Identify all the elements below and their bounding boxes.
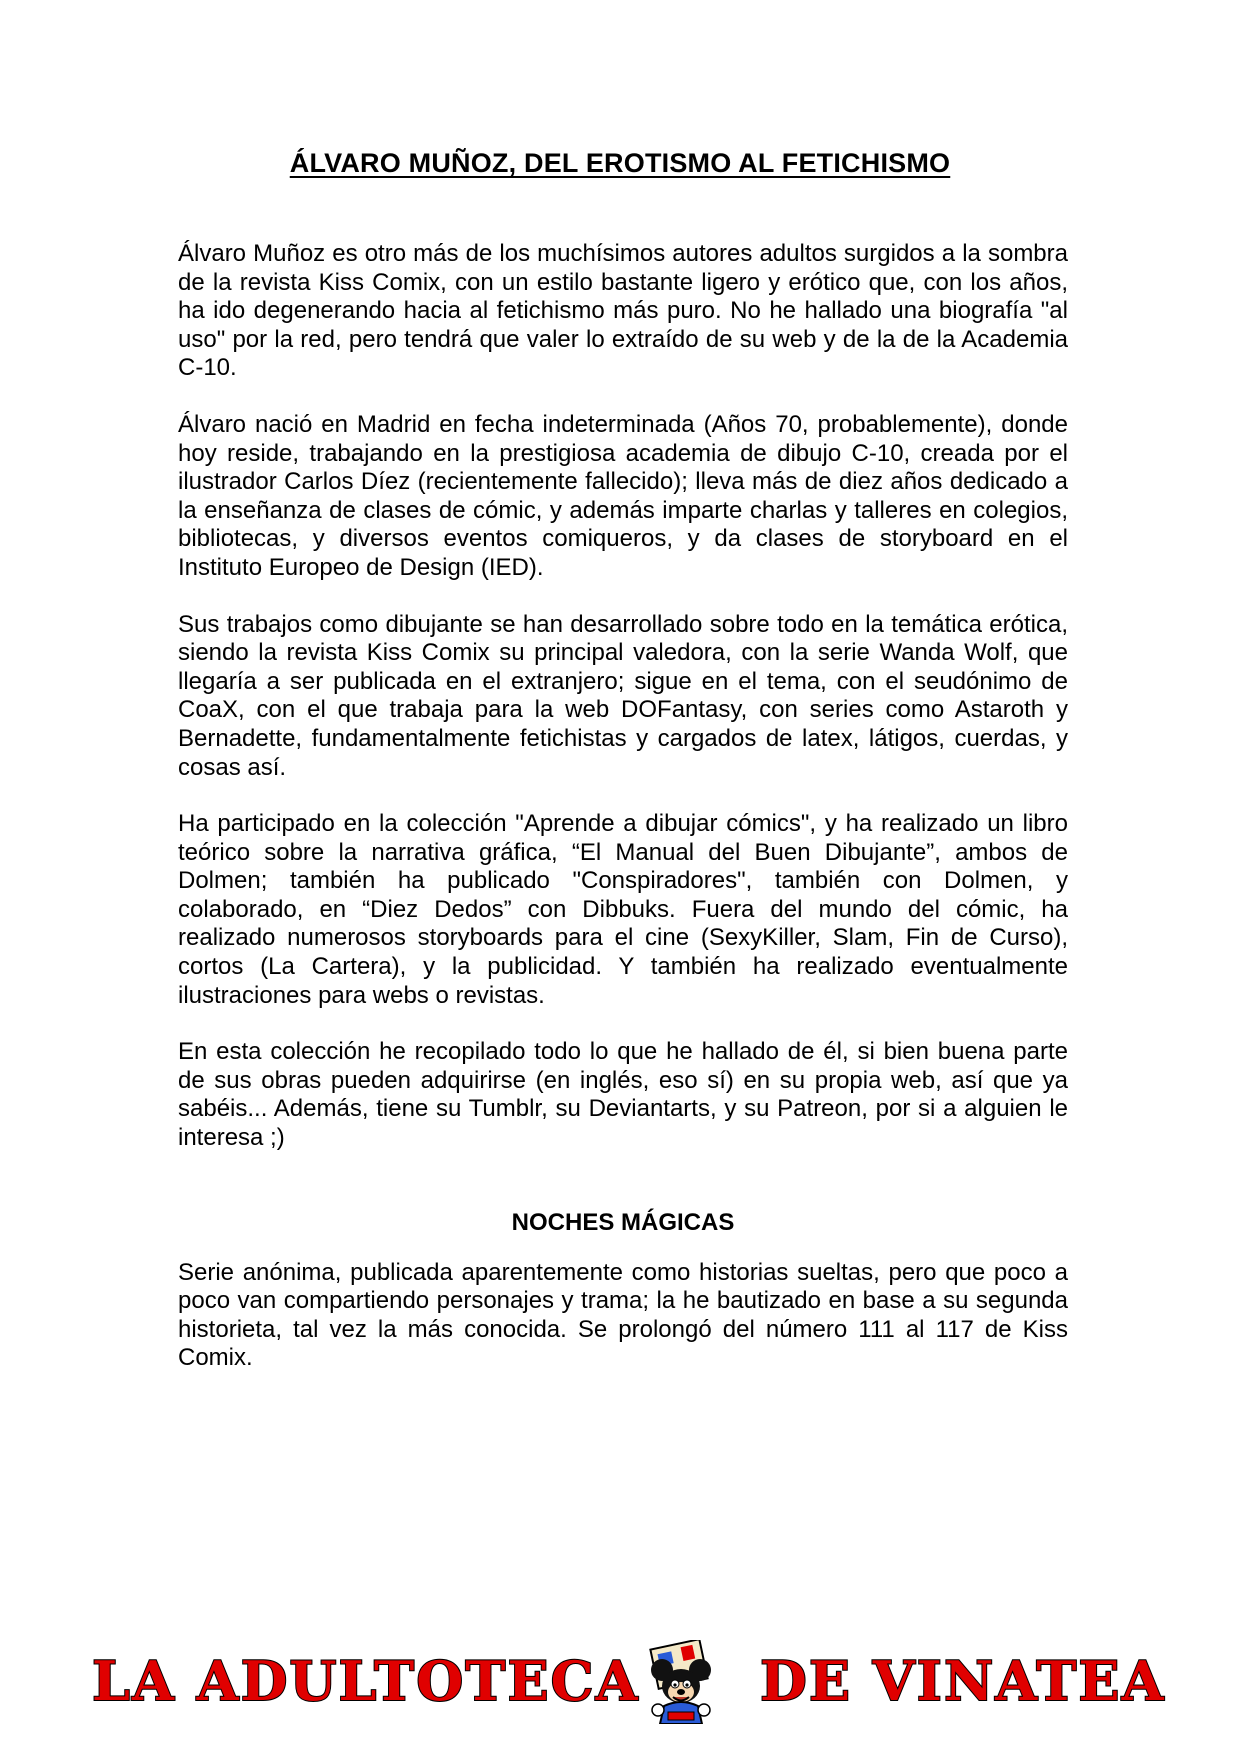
paragraph-intro: Álvaro Muñoz es otro más de los muchísimos autores adultos surgidos a la sombra de la revista Kiss Comix, con un estilo bastante ligero y erótico que, con los años, ha ido degenerando hacia al fetichismo más puro. No he hallado una biografía "al uso" por la red, pero tendrá que valer lo extraído de su web y de la de la Academia C-10. bbox=[178, 240, 1068, 382]
footer-right-text: DE VINATEA bbox=[760, 1649, 1166, 1713]
paragraph-biography: Álvaro nació en Madrid en fecha indeterminada (Años 70, probablemente), donde hoy reside, trabajando en la prestigiosa academia de dibujo C-10, creada por el ilustrador Carlos Díez (recientemente fallecido); lleva más de diez años dedicado a la enseñanza de clases de cómic, y además imparte charlas y talleres en colegios, bibliotecas, y diversos eventos comiqueros, y da clases de storyboard en el Instituto Europeo de Design (IED). bbox=[178, 410, 1068, 581]
paragraph-publications: Ha participado en la colección "Aprende a dibujar cómics", y ha realizado un libro teórico sobre la narrativa gráfica, “El Manual del Buen Dibujante”, ambos de Dolmen; también ha publicado "Conspiradores", también con Dolmen, y colaborado, en “Diez Dedos” con Dibbuks. Fuera del mundo del cómic, ha realizado numerosos storyboards para el cine (SexyKiller, Slam, Fin de Curso), cortos (La Cartera), y la publicidad. Y también ha realizado eventualmente ilustraciones para webs o revistas. bbox=[178, 810, 1068, 1009]
section-paragraph: Serie anónima, publicada aparentemente como historias sueltas, pero que poco a poco van compartiendo personajes y trama; la he bautizado en base a su segunda historieta, tal vez la más conocida. Se prolongó del número 111 al 117 de Kiss Comix. bbox=[178, 1258, 1068, 1372]
footer-banner bbox=[0, 1640, 1240, 1730]
footer-left-text: LA ADULTOTECA bbox=[92, 1649, 640, 1713]
document-body bbox=[178, 240, 1068, 1401]
paragraph-works: Sus trabajos como dibujante se han desarrollado sobre todo en la temática erótica, siendo la revista Kiss Comix su principal valedora, con la serie Wanda Wolf, que llegaría a ser publicada en el extranjero; sigue en el tema, con el seudónimo de CoaX, con el que trabaja para la web DOFantasy, con series como Astaroth y Bernadette, fundamentalmente fetichistas y cargados de latex, látigos, cuerdas, y cosas así. bbox=[178, 610, 1068, 781]
cartoon-mascot-icon bbox=[640, 1640, 722, 1724]
page-title: ÁLVARO MUÑOZ, DEL EROTISMO AL FETICHISMO bbox=[289, 148, 951, 178]
paragraph-collection: En esta colección he recopilado todo lo que he hallado de él, si bien buena parte de sus obras pueden adquirirse (en inglés, eso sí) en su propia web, así que ya sabéis... Además, tiene su Tumblr, su Deviantarts, y su Patreon, por si a alguien le interesa ;) bbox=[178, 1038, 1068, 1152]
section-heading: NOCHES MÁGICAS bbox=[511, 1208, 735, 1236]
